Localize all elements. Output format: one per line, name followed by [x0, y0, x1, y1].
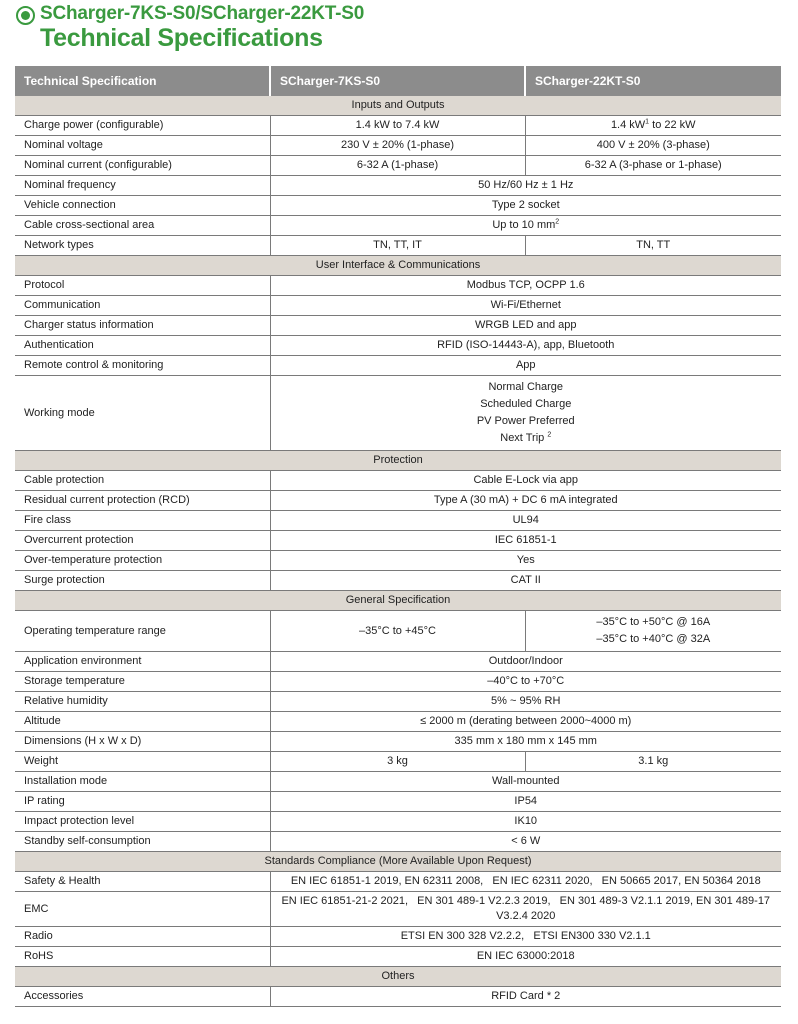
row-label: IP rating	[15, 792, 270, 812]
cell-value: Cable E-Lock via app	[270, 471, 781, 491]
column-header-7ks: SCharger-7KS-S0	[270, 66, 525, 96]
row-label: Application environment	[15, 652, 270, 672]
row-label: Charge power (configurable)	[15, 116, 270, 136]
cell-value: EN IEC 63000:2018	[270, 947, 781, 967]
cell-value: ETSI EN 300 328 V2.2.2, ETSI EN300 330 V2.1.1	[270, 927, 781, 947]
cell-value: CAT II	[270, 571, 781, 591]
table-row	[15, 752, 781, 772]
table-row	[15, 196, 781, 216]
section-title: Others	[15, 967, 781, 987]
row-label: Storage temperature	[15, 672, 270, 692]
table-header-row	[15, 66, 781, 96]
table-row	[15, 672, 781, 692]
table-row	[15, 812, 781, 832]
table-row	[15, 792, 781, 812]
cell-value: 335 mm x 180 mm x 145 mm	[270, 732, 781, 752]
table-row	[15, 987, 781, 1007]
mode-line: Scheduled Charge	[480, 398, 572, 410]
model-title: SCharger-7KS-S0/SCharger-22KT-S0	[40, 3, 365, 24]
table-row	[15, 511, 781, 531]
row-label: Over-temperature protection	[15, 551, 270, 571]
table-row	[15, 116, 781, 136]
cell-value	[270, 376, 781, 451]
table-row	[15, 316, 781, 336]
row-label: Overcurrent protection	[15, 531, 270, 551]
cell-value: Wi-Fi/Ethernet	[270, 296, 781, 316]
row-label: Weight	[15, 752, 270, 772]
cell-value: Outdoor/Indoor	[270, 652, 781, 672]
cell-7ks: 1.4 kW to 7.4 kW	[270, 116, 525, 136]
table-row	[15, 136, 781, 156]
row-label: Authentication	[15, 336, 270, 356]
row-label: Communication	[15, 296, 270, 316]
cell-22kt: 1.4 $kW^1$ to 22 kW	[525, 116, 781, 136]
table-row	[15, 471, 781, 491]
temp-line: –35°C to +50°C @ 16A	[596, 616, 711, 628]
table-row	[15, 276, 781, 296]
row-label: Nominal frequency	[15, 176, 270, 196]
table-row	[15, 872, 781, 892]
row-label: Vehicle connection	[15, 196, 270, 216]
cell-value: UL94	[270, 511, 781, 531]
table-row	[15, 356, 781, 376]
row-label: Installation mode	[15, 772, 270, 792]
row-label: Radio	[15, 927, 270, 947]
cell-value: Yes	[270, 551, 781, 571]
row-label: Accessories	[15, 987, 270, 1007]
cell-value: 5% ~ 95% RH	[270, 692, 781, 712]
cell-7ks: 3 kg	[270, 752, 525, 772]
document-header	[14, 2, 784, 62]
cell-value: App	[270, 356, 781, 376]
table-row	[15, 236, 781, 256]
cell-value: Type A (30 mA) + DC 6 mA integrated	[270, 491, 781, 511]
cell-value: < 6 W	[270, 832, 781, 852]
row-label: RoHS	[15, 947, 270, 967]
row-label: EMC	[15, 892, 270, 927]
table-row	[15, 712, 781, 732]
section-row	[15, 451, 781, 471]
page-title: Technical Specifications	[40, 24, 323, 52]
row-label: Cable protection	[15, 471, 270, 491]
table-row	[15, 892, 781, 927]
mode-line: PV Power Preferred	[476, 415, 575, 427]
row-label: Residual current protection (RCD)	[15, 491, 270, 511]
cell-value: IEC 61851-1	[270, 531, 781, 551]
section-title: User Interface & Communications	[15, 256, 781, 276]
section-row	[15, 96, 781, 116]
row-label: Fire class	[15, 511, 270, 531]
table-row	[15, 336, 781, 356]
column-header-spec: Technical Specification	[15, 66, 270, 96]
cell-value: 50 Hz/60 Hz ± 1 Hz	[270, 176, 781, 196]
cell-7ks: –35°C to +45°C	[270, 611, 525, 652]
cell-7ks: TN, TT, IT	[270, 236, 525, 256]
table-row	[15, 692, 781, 712]
table-row	[15, 551, 781, 571]
mode-line: Normal Charge	[488, 381, 564, 393]
row-label: Protocol	[15, 276, 270, 296]
cell-7ks: 6-32 A (1-phase)	[270, 156, 525, 176]
table-row	[15, 927, 781, 947]
row-label: Impact protection level	[15, 812, 270, 832]
cell-value: EN IEC 61851-21-2 2021, EN 301 489-1 V2.2.3 2019, EN 301 489-3 V2.1.1 2019, EN 301 489-17 V3.2.4 2020	[270, 892, 781, 927]
cell-value: EN IEC 61851-1 2019, EN 62311 2008, EN IEC 62311 2020, EN 50665 2017, EN 50364 2018	[270, 872, 781, 892]
cell-22kt	[525, 611, 781, 652]
row-label: Network types	[15, 236, 270, 256]
section-title: General Specification	[15, 591, 781, 611]
table-row	[15, 611, 781, 652]
table-row	[15, 832, 781, 852]
table-row	[15, 772, 781, 792]
row-label: Nominal current (configurable)	[15, 156, 270, 176]
cell-value: IK10	[270, 812, 781, 832]
row-label: Dimensions (H x W x D)	[15, 732, 270, 752]
table-row	[15, 947, 781, 967]
mode-line: Next Trip $^2$	[500, 431, 552, 444]
table-row	[15, 531, 781, 551]
temp-line: –35°C to +40°C @ 32A	[596, 633, 711, 645]
cell-value: ≤ 2000 m (derating between 2000~4000 m)	[270, 712, 781, 732]
cell-value: WRGB LED and app	[270, 316, 781, 336]
table-row	[15, 376, 781, 451]
table-row	[15, 176, 781, 196]
footnote-marker: 2	[547, 431, 552, 439]
row-label: Operating temperature range	[15, 611, 270, 652]
cell-value: Up to 10 $mm^2$	[270, 216, 781, 236]
cell-value: Wall-mounted	[270, 772, 781, 792]
row-label: Altitude	[15, 712, 270, 732]
cell-value: –40°C to +70°C	[270, 672, 781, 692]
row-label: Charger status information	[15, 316, 270, 336]
cell-value: IP54	[270, 792, 781, 812]
circle-bullet-icon	[16, 6, 35, 25]
table-row	[15, 216, 781, 236]
table-row	[15, 156, 781, 176]
spec-table	[15, 66, 781, 1007]
table-row	[15, 732, 781, 752]
cell-value: RFID Card * 2	[270, 987, 781, 1007]
cell-7ks: 230 V ± 20% (1-phase)	[270, 136, 525, 156]
cell-22kt: TN, TT	[525, 236, 781, 256]
section-row	[15, 256, 781, 276]
superscript: 2	[555, 218, 560, 226]
row-label: Relative humidity	[15, 692, 270, 712]
section-title: Standards Compliance (More Available Upon Request)	[15, 852, 781, 872]
table-row	[15, 652, 781, 672]
cell-22kt: 400 V ± 20% (3-phase)	[525, 136, 781, 156]
footnote-marker: 1	[645, 118, 650, 126]
row-label: Remote control & monitoring	[15, 356, 270, 376]
row-label: Safety & Health	[15, 872, 270, 892]
section-row	[15, 852, 781, 872]
cell-22kt: 6-32 A (3-phase or 1-phase)	[525, 156, 781, 176]
table-row	[15, 571, 781, 591]
row-label: Standby self-consumption	[15, 832, 270, 852]
column-header-22kt: SCharger-22KT-S0	[525, 66, 781, 96]
section-row	[15, 591, 781, 611]
table-row	[15, 296, 781, 316]
row-label: Surge protection	[15, 571, 270, 591]
section-title: Inputs and Outputs	[15, 96, 781, 116]
section-title: Protection	[15, 451, 781, 471]
cell-value: Type 2 socket	[270, 196, 781, 216]
section-row	[15, 967, 781, 987]
cell-22kt: 3.1 kg	[525, 752, 781, 772]
cell-value: RFID (ISO-14443-A), app, Bluetooth	[270, 336, 781, 356]
cell-value: Modbus TCP, OCPP 1.6	[270, 276, 781, 296]
table-row	[15, 491, 781, 511]
row-label: Cable cross-sectional area	[15, 216, 270, 236]
row-label: Nominal voltage	[15, 136, 270, 156]
row-label: Working mode	[15, 376, 270, 451]
